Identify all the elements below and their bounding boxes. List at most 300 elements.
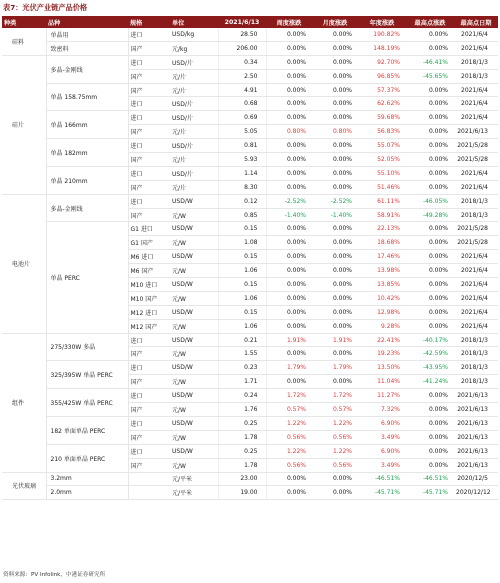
spec-cell: M12 国产 bbox=[128, 319, 170, 333]
price-cell: 0.68 bbox=[218, 97, 266, 111]
monthly-cell: 0.00% bbox=[312, 278, 358, 292]
peak-change-cell: 0.00% bbox=[406, 458, 454, 472]
peak-change-cell: 0.00% bbox=[406, 83, 454, 97]
weekly-cell: 0.00% bbox=[266, 472, 312, 486]
yearly-cell: 59.68% bbox=[358, 111, 406, 125]
weekly-cell: -2.52% bbox=[266, 194, 312, 208]
monthly-cell: 1.72% bbox=[312, 389, 358, 403]
spec-cell bbox=[128, 486, 170, 500]
spec-cell: 进口 bbox=[128, 333, 170, 347]
header-row bbox=[2, 16, 498, 28]
yearly-cell: 57.37% bbox=[358, 83, 406, 97]
spec-cell: 国产 bbox=[128, 208, 170, 222]
monthly-cell: 0.00% bbox=[312, 264, 358, 278]
monthly-cell: 0.00% bbox=[312, 291, 358, 305]
yearly-cell: 11.04% bbox=[358, 375, 406, 389]
product-cell: 355/425W 单晶 PERC bbox=[46, 389, 128, 417]
spec-cell: 国产 bbox=[128, 83, 170, 97]
spec-cell: 国产 bbox=[128, 41, 170, 55]
peak-change-cell: 0.00% bbox=[406, 153, 454, 167]
column-header: 最高点涨跌 bbox=[406, 16, 454, 28]
price-cell: 0.69 bbox=[218, 111, 266, 125]
peak-date-cell: 2018/1/3 bbox=[454, 347, 498, 361]
weekly-cell: 0.00% bbox=[266, 41, 312, 55]
unit-cell: 元/平米 bbox=[170, 486, 218, 500]
peak-date-cell: 2018/1/3 bbox=[454, 361, 498, 375]
peak-date-cell: 2021/5/28 bbox=[454, 222, 498, 236]
spec-cell: 进口 bbox=[128, 444, 170, 458]
peak-date-cell: 2021/6/13 bbox=[454, 416, 498, 430]
unit-cell: 元/片 bbox=[170, 69, 218, 83]
weekly-cell: 0.56% bbox=[266, 458, 312, 472]
monthly-cell: 0.00% bbox=[312, 347, 358, 361]
weekly-cell: 0.00% bbox=[266, 264, 312, 278]
peak-change-cell: -42.59% bbox=[406, 347, 454, 361]
unit-cell: USD/片 bbox=[170, 139, 218, 153]
price-cell: 0.15 bbox=[218, 305, 266, 319]
monthly-cell: 0.00% bbox=[312, 319, 358, 333]
yearly-cell: 148.19% bbox=[358, 41, 406, 55]
monthly-cell: 0.00% bbox=[312, 166, 358, 180]
monthly-cell: 0.00% bbox=[312, 28, 358, 41]
yearly-cell: 6.90% bbox=[358, 444, 406, 458]
monthly-cell: 0.00% bbox=[312, 97, 358, 111]
yearly-cell: 92.70% bbox=[358, 55, 406, 69]
peak-change-cell: 0.00% bbox=[406, 291, 454, 305]
unit-cell: 元/W bbox=[170, 458, 218, 472]
peak-change-cell: 0.00% bbox=[406, 278, 454, 292]
unit-cell: 元/W bbox=[170, 236, 218, 250]
weekly-cell: 0.00% bbox=[266, 153, 312, 167]
peak-change-cell: -45.71% bbox=[406, 486, 454, 500]
spec-cell: 进口 bbox=[128, 194, 170, 208]
yearly-cell: 6.90% bbox=[358, 416, 406, 430]
column-header: 单位 bbox=[170, 16, 218, 28]
peak-change-cell: 0.00% bbox=[406, 236, 454, 250]
unit-cell: USD/片 bbox=[170, 97, 218, 111]
monthly-cell: 0.00% bbox=[312, 486, 358, 500]
spec-cell: 国产 bbox=[128, 375, 170, 389]
price-table bbox=[2, 16, 498, 500]
monthly-cell: 0.00% bbox=[312, 41, 358, 55]
weekly-cell: 0.00% bbox=[266, 250, 312, 264]
weekly-cell: 1.22% bbox=[266, 416, 312, 430]
spec-cell: 进口 bbox=[128, 361, 170, 375]
peak-change-cell: -41.24% bbox=[406, 375, 454, 389]
peak-change-cell: 0.00% bbox=[406, 139, 454, 153]
table-row bbox=[2, 416, 498, 430]
peak-date-cell: 2021/6/4 bbox=[454, 291, 498, 305]
monthly-cell: -2.52% bbox=[312, 194, 358, 208]
product-cell: 单晶 158.75mm bbox=[46, 83, 128, 111]
price-cell: 0.21 bbox=[218, 333, 266, 347]
monthly-cell: 0.00% bbox=[312, 55, 358, 69]
peak-date-cell: 2020/12/12 bbox=[454, 486, 498, 500]
spec-cell: 国产 bbox=[128, 347, 170, 361]
price-cell: 0.25 bbox=[218, 416, 266, 430]
spec-cell: 进口 bbox=[128, 111, 170, 125]
unit-cell: USD/W bbox=[170, 444, 218, 458]
unit-cell: 元/W bbox=[170, 264, 218, 278]
yearly-cell: 190.82% bbox=[358, 28, 406, 41]
yearly-cell: 13.85% bbox=[358, 278, 406, 292]
monthly-cell: 1.22% bbox=[312, 416, 358, 430]
product-cell: 多晶-金刚线 bbox=[46, 194, 128, 222]
table-body bbox=[2, 28, 498, 500]
unit-cell: 元/kg bbox=[170, 41, 218, 55]
price-cell: 0.15 bbox=[218, 250, 266, 264]
spec-cell: 国产 bbox=[128, 69, 170, 83]
monthly-cell: 0.56% bbox=[312, 458, 358, 472]
yearly-cell: 13.50% bbox=[358, 361, 406, 375]
yearly-cell: 55.10% bbox=[358, 166, 406, 180]
weekly-cell: 0.00% bbox=[266, 55, 312, 69]
peak-date-cell: 2021/5/28 bbox=[454, 139, 498, 153]
peak-date-cell: 2021/6/13 bbox=[454, 389, 498, 403]
yearly-cell: 13.98% bbox=[358, 264, 406, 278]
price-cell: 0.24 bbox=[218, 389, 266, 403]
peak-change-cell: 0.00% bbox=[406, 444, 454, 458]
monthly-cell: 1.22% bbox=[312, 444, 358, 458]
category-cell: 硅片 bbox=[2, 55, 46, 194]
weekly-cell: 0.00% bbox=[266, 486, 312, 500]
yearly-cell: 62.62% bbox=[358, 97, 406, 111]
weekly-cell: 0.00% bbox=[266, 111, 312, 125]
unit-cell: 元/W bbox=[170, 319, 218, 333]
peak-date-cell: 2018/1/3 bbox=[454, 69, 498, 83]
peak-date-cell: 2021/6/4 bbox=[454, 166, 498, 180]
yearly-cell: 3.49% bbox=[358, 430, 406, 444]
price-cell: 0.15 bbox=[218, 222, 266, 236]
category-cell: 光伏玻璃 bbox=[2, 472, 46, 500]
peak-change-cell: -49.28% bbox=[406, 208, 454, 222]
price-cell: 1.78 bbox=[218, 458, 266, 472]
column-header: 月度涨跌 bbox=[312, 16, 358, 28]
price-cell: 8.30 bbox=[218, 180, 266, 194]
price-cell: 1.78 bbox=[218, 430, 266, 444]
monthly-cell: 0.00% bbox=[312, 250, 358, 264]
weekly-cell: 0.00% bbox=[266, 291, 312, 305]
column-header: 最高点日期 bbox=[454, 16, 498, 28]
column-header: 种类 bbox=[2, 16, 46, 28]
unit-cell: 元/片 bbox=[170, 125, 218, 139]
weekly-cell: 0.00% bbox=[266, 180, 312, 194]
monthly-cell: 0.56% bbox=[312, 430, 358, 444]
peak-date-cell: 2021/6/4 bbox=[454, 264, 498, 278]
peak-change-cell: 0.00% bbox=[406, 430, 454, 444]
spec-cell: M6 进口 bbox=[128, 250, 170, 264]
peak-date-cell: 2021/6/4 bbox=[454, 250, 498, 264]
peak-date-cell: 2021/6/4 bbox=[454, 319, 498, 333]
product-cell: 275/330W 多晶 bbox=[46, 333, 128, 361]
peak-date-cell: 2021/6/4 bbox=[454, 83, 498, 97]
weekly-cell: 1.72% bbox=[266, 389, 312, 403]
weekly-cell: 0.00% bbox=[266, 83, 312, 97]
yearly-cell: 17.46% bbox=[358, 250, 406, 264]
price-cell: 5.05 bbox=[218, 125, 266, 139]
peak-change-cell: 0.00% bbox=[406, 166, 454, 180]
spec-cell: 进口 bbox=[128, 55, 170, 69]
unit-cell: 元/W bbox=[170, 375, 218, 389]
product-cell: 单晶用 bbox=[46, 28, 128, 41]
table-row bbox=[2, 333, 498, 347]
product-cell: 3.2mm bbox=[46, 472, 128, 486]
peak-change-cell: 0.00% bbox=[406, 250, 454, 264]
product-cell: 单晶 210mm bbox=[46, 166, 128, 194]
price-cell: 19.00 bbox=[218, 486, 266, 500]
weekly-cell: 0.00% bbox=[266, 69, 312, 83]
column-header: 品种 bbox=[46, 16, 128, 28]
unit-cell: USD/W bbox=[170, 416, 218, 430]
weekly-cell: 0.00% bbox=[266, 236, 312, 250]
table-row bbox=[2, 111, 498, 125]
table-row bbox=[2, 222, 498, 236]
weekly-cell: 0.80% bbox=[266, 125, 312, 139]
weekly-cell: 0.00% bbox=[266, 139, 312, 153]
price-cell: 0.81 bbox=[218, 139, 266, 153]
table-row bbox=[2, 55, 498, 69]
monthly-cell: 0.80% bbox=[312, 125, 358, 139]
price-cell: 0.12 bbox=[218, 194, 266, 208]
unit-cell: 元/W bbox=[170, 430, 218, 444]
monthly-cell: -1.40% bbox=[312, 208, 358, 222]
table-title: 表7：光伏产业链产品价格 bbox=[3, 3, 88, 12]
unit-cell: 元/W bbox=[170, 291, 218, 305]
unit-cell: USD/W bbox=[170, 305, 218, 319]
unit-cell: USD/片 bbox=[170, 55, 218, 69]
spec-cell: M6 国产 bbox=[128, 264, 170, 278]
spec-cell: G1 国产 bbox=[128, 236, 170, 250]
weekly-cell: 0.56% bbox=[266, 430, 312, 444]
peak-date-cell: 2021/5/28 bbox=[454, 236, 498, 250]
spec-cell: M10 进口 bbox=[128, 278, 170, 292]
yearly-cell: 18.68% bbox=[358, 236, 406, 250]
peak-change-cell: 0.00% bbox=[406, 403, 454, 417]
spec-cell: 国产 bbox=[128, 153, 170, 167]
column-header: 周度涨跌 bbox=[266, 16, 312, 28]
yearly-cell: -45.71% bbox=[358, 486, 406, 500]
peak-change-cell: 0.00% bbox=[406, 264, 454, 278]
product-cell: 单晶 182mm bbox=[46, 139, 128, 167]
spec-cell: 进口 bbox=[128, 28, 170, 41]
monthly-cell: 0.00% bbox=[312, 472, 358, 486]
yearly-cell: 3.49% bbox=[358, 458, 406, 472]
category-cell: 电池片 bbox=[2, 194, 46, 333]
peak-date-cell: 2021/6/4 bbox=[454, 180, 498, 194]
peak-change-cell: 0.00% bbox=[406, 97, 454, 111]
unit-cell: 元/片 bbox=[170, 83, 218, 97]
table-row bbox=[2, 486, 498, 500]
product-cell: 致密料 bbox=[46, 41, 128, 55]
weekly-cell: 0.00% bbox=[266, 375, 312, 389]
spec-cell: 国产 bbox=[128, 180, 170, 194]
product-cell: 多晶-金刚线 bbox=[46, 55, 128, 83]
peak-change-cell: -43.95% bbox=[406, 361, 454, 375]
table-row bbox=[2, 361, 498, 375]
peak-change-cell: 0.00% bbox=[406, 28, 454, 41]
price-cell: 1.55 bbox=[218, 347, 266, 361]
column-header: 年度涨跌 bbox=[358, 16, 406, 28]
yearly-cell: 19.23% bbox=[358, 347, 406, 361]
weekly-cell: 0.00% bbox=[266, 166, 312, 180]
spec-cell: M12 进口 bbox=[128, 305, 170, 319]
yearly-cell: 22.13% bbox=[358, 222, 406, 236]
price-cell: 206.00 bbox=[218, 41, 266, 55]
peak-change-cell: 0.00% bbox=[406, 389, 454, 403]
table-row bbox=[2, 194, 498, 208]
price-cell: 0.34 bbox=[218, 55, 266, 69]
table-row bbox=[2, 389, 498, 403]
peak-date-cell: 2021/6/13 bbox=[454, 458, 498, 472]
price-cell: 1.06 bbox=[218, 291, 266, 305]
peak-date-cell: 2021/6/4 bbox=[454, 111, 498, 125]
spec-cell: 进口 bbox=[128, 139, 170, 153]
unit-cell: USD/W bbox=[170, 278, 218, 292]
spec-cell: 国产 bbox=[128, 125, 170, 139]
yearly-cell: 61.11% bbox=[358, 194, 406, 208]
price-cell: 0.23 bbox=[218, 361, 266, 375]
weekly-cell: 0.00% bbox=[266, 222, 312, 236]
peak-change-cell: 0.00% bbox=[406, 111, 454, 125]
peak-change-cell: -46.51% bbox=[406, 472, 454, 486]
table-header bbox=[2, 16, 498, 28]
price-cell: 2.50 bbox=[218, 69, 266, 83]
weekly-cell: 0.00% bbox=[266, 278, 312, 292]
table-row bbox=[2, 28, 498, 41]
table-row bbox=[2, 472, 498, 486]
yearly-cell: 56.83% bbox=[358, 125, 406, 139]
unit-cell: 元/片 bbox=[170, 180, 218, 194]
monthly-cell: 0.00% bbox=[312, 83, 358, 97]
weekly-cell: 1.91% bbox=[266, 333, 312, 347]
peak-change-cell: -46.05% bbox=[406, 194, 454, 208]
weekly-cell: -1.40% bbox=[266, 208, 312, 222]
unit-cell: USD/W bbox=[170, 250, 218, 264]
peak-date-cell: 2021/6/13 bbox=[454, 430, 498, 444]
peak-change-cell: 0.00% bbox=[406, 319, 454, 333]
product-cell: 210 单面单晶 PERC bbox=[46, 444, 128, 472]
unit-cell: 元/W bbox=[170, 347, 218, 361]
monthly-cell: 1.79% bbox=[312, 361, 358, 375]
price-cell: 0.15 bbox=[218, 278, 266, 292]
unit-cell: USD/W bbox=[170, 389, 218, 403]
spec-cell: 国产 bbox=[128, 403, 170, 417]
spec-cell: G1 进口 bbox=[128, 222, 170, 236]
price-cell: 1.76 bbox=[218, 403, 266, 417]
peak-change-cell: -45.65% bbox=[406, 69, 454, 83]
monthly-cell: 0.00% bbox=[312, 375, 358, 389]
spec-cell: 进口 bbox=[128, 389, 170, 403]
price-cell: 4.91 bbox=[218, 83, 266, 97]
yearly-cell: 11.27% bbox=[358, 389, 406, 403]
table-row bbox=[2, 444, 498, 458]
yearly-cell: 12.98% bbox=[358, 305, 406, 319]
monthly-cell: 0.00% bbox=[312, 180, 358, 194]
product-cell: 单晶 166mm bbox=[46, 111, 128, 139]
peak-date-cell: 2018/1/3 bbox=[454, 55, 498, 69]
unit-cell: 元/片 bbox=[170, 153, 218, 167]
yearly-cell: 22.41% bbox=[358, 333, 406, 347]
yearly-cell: 58.91% bbox=[358, 208, 406, 222]
peak-change-cell: -40.17% bbox=[406, 333, 454, 347]
yearly-cell: -46.51% bbox=[358, 472, 406, 486]
yearly-cell: 51.46% bbox=[358, 180, 406, 194]
price-cell: 1.08 bbox=[218, 236, 266, 250]
monthly-cell: 0.57% bbox=[312, 403, 358, 417]
source-note: 资料来源：PV Infolink，中港证券研究所 bbox=[3, 572, 106, 578]
monthly-cell: 0.00% bbox=[312, 222, 358, 236]
price-cell: 1.06 bbox=[218, 319, 266, 333]
peak-date-cell: 2021/6/13 bbox=[454, 403, 498, 417]
table-row bbox=[2, 139, 498, 153]
price-cell: 1.71 bbox=[218, 375, 266, 389]
monthly-cell: 0.00% bbox=[312, 139, 358, 153]
category-cell: 硅料 bbox=[2, 28, 46, 55]
yearly-cell: 9.28% bbox=[358, 319, 406, 333]
yearly-cell: 55.07% bbox=[358, 139, 406, 153]
price-cell: 5.93 bbox=[218, 153, 266, 167]
monthly-cell: 0.00% bbox=[312, 305, 358, 319]
unit-cell: 元/W bbox=[170, 403, 218, 417]
yearly-cell: 7.32% bbox=[358, 403, 406, 417]
monthly-cell: 0.00% bbox=[312, 153, 358, 167]
peak-change-cell: 0.00% bbox=[406, 180, 454, 194]
spec-cell: 国产 bbox=[128, 430, 170, 444]
monthly-cell: 0.00% bbox=[312, 111, 358, 125]
peak-date-cell: 2021/6/4 bbox=[454, 97, 498, 111]
spec-cell: 进口 bbox=[128, 166, 170, 180]
unit-cell: USD/片 bbox=[170, 166, 218, 180]
product-cell: 325/395W 单晶 PERC bbox=[46, 361, 128, 389]
weekly-cell: 0.00% bbox=[266, 319, 312, 333]
spec-cell: 进口 bbox=[128, 416, 170, 430]
weekly-cell: 0.00% bbox=[266, 347, 312, 361]
unit-cell: USD/W bbox=[170, 361, 218, 375]
peak-date-cell: 2021/6/4 bbox=[454, 305, 498, 319]
peak-date-cell: 2021/5/28 bbox=[454, 153, 498, 167]
peak-change-cell: 0.00% bbox=[406, 222, 454, 236]
table-row bbox=[2, 41, 498, 55]
peak-date-cell: 2021/6/4 bbox=[454, 278, 498, 292]
peak-date-cell: 2021/6/4 bbox=[454, 28, 498, 41]
weekly-cell: 0.00% bbox=[266, 28, 312, 41]
yearly-cell: 52.05% bbox=[358, 153, 406, 167]
price-cell: 28.50 bbox=[218, 28, 266, 41]
spec-cell bbox=[128, 472, 170, 486]
peak-date-cell: 2018/1/3 bbox=[454, 208, 498, 222]
monthly-cell: 0.00% bbox=[312, 236, 358, 250]
peak-date-cell: 2018/1/3 bbox=[454, 375, 498, 389]
table-row bbox=[2, 166, 498, 180]
column-header: 规格 bbox=[128, 16, 170, 28]
spec-cell: 进口 bbox=[128, 97, 170, 111]
peak-change-cell: 0.00% bbox=[406, 416, 454, 430]
product-cell: 单晶 PERC bbox=[46, 222, 128, 333]
weekly-cell: 0.00% bbox=[266, 305, 312, 319]
unit-cell: USD/W bbox=[170, 222, 218, 236]
peak-change-cell: -46.41% bbox=[406, 55, 454, 69]
peak-date-cell: 2021/6/13 bbox=[454, 444, 498, 458]
price-cell: 1.14 bbox=[218, 166, 266, 180]
peak-change-cell: 0.00% bbox=[406, 305, 454, 319]
peak-date-cell: 2018/1/3 bbox=[454, 333, 498, 347]
category-cell: 组件 bbox=[2, 333, 46, 472]
peak-date-cell: 2020/12/5 bbox=[454, 472, 498, 486]
unit-cell: USD/片 bbox=[170, 111, 218, 125]
product-cell: 2.0mm bbox=[46, 486, 128, 500]
unit-cell: USD/kg bbox=[170, 28, 218, 41]
product-cell: 182 单面单晶 PERC bbox=[46, 416, 128, 444]
